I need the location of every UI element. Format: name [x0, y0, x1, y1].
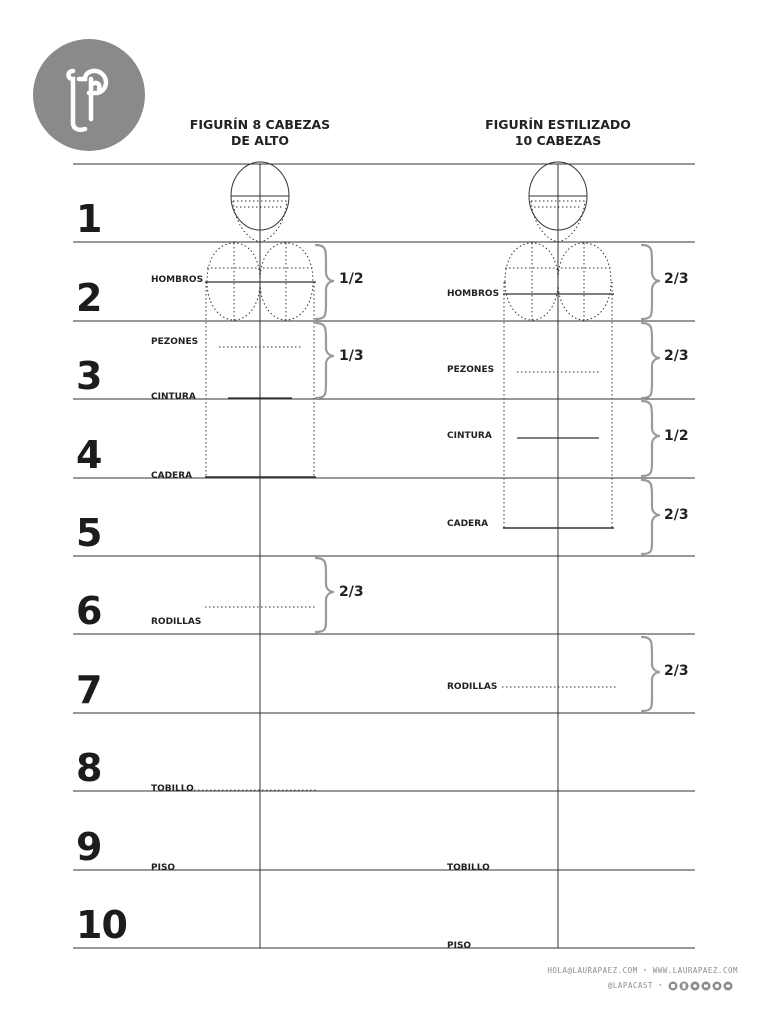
footer-contact-line — [547, 966, 738, 975]
left-label-piso: PISO — [151, 863, 176, 873]
row-number-5: 5 — [76, 511, 102, 555]
left-label-hombros: HOMBROS — [151, 275, 204, 285]
row-number-8: 8 — [76, 746, 102, 790]
right-label-piso: PISO — [447, 941, 472, 951]
row-number-3: 3 — [76, 354, 102, 398]
footer-separator-2: • — [657, 981, 663, 990]
row-number-1: 1 — [76, 197, 102, 241]
right-bracket-1 — [642, 245, 660, 319]
left-bracket-3 — [316, 558, 334, 632]
right-label-pezones: PEZONES — [447, 365, 495, 375]
right-fraction-2: 2/3 — [664, 348, 689, 364]
left-label-tobillo: TOBILLO — [151, 784, 194, 794]
row-number-2: 2 — [76, 276, 102, 320]
right-label-rodillas: RODILLAS — [447, 682, 498, 692]
footer-email[interactable]: HOLA@LAURAPAEZ.COM — [547, 966, 638, 975]
right-label-tobillo: TOBILLO — [447, 863, 490, 873]
left-bracket-1 — [316, 245, 334, 319]
right-bracket-5 — [642, 637, 660, 711]
row-number-10: 10 — [76, 903, 127, 947]
left-bracket-2 — [316, 323, 334, 398]
left-label-rodillas: RODILLAS — [151, 617, 202, 627]
social-icons — [668, 981, 738, 991]
right-fraction-1: 2/3 — [664, 271, 689, 287]
footer-separator: • — [642, 966, 648, 975]
row-number-4: 4 — [76, 433, 102, 477]
left-label-pezones: PEZONES — [151, 337, 199, 347]
left-fraction-shoulders: 1/2 — [339, 271, 364, 287]
footer-handle[interactable]: @LAPACAST — [607, 981, 653, 990]
row-number-7: 7 — [76, 668, 102, 712]
right-fraction-5: 2/3 — [664, 663, 689, 679]
right-fraction-3: 1/2 — [664, 428, 689, 444]
left-label-cintura: CINTURA — [151, 392, 196, 402]
right-bracket-3 — [642, 401, 660, 476]
right-label-cintura: CINTURA — [447, 431, 492, 441]
right-label-hombros: HOMBROS — [447, 289, 500, 299]
right-label-cadera: CADERA — [447, 519, 489, 529]
right-bracket-2 — [642, 323, 660, 398]
footer-social-line — [608, 981, 738, 991]
right-title-line1: FIGURÍN ESTILIZADO — [485, 117, 631, 132]
right-figure — [490, 162, 620, 870]
right-fraction-4: 2/3 — [664, 507, 689, 523]
footer-website[interactable]: WWW.LAURAPAEZ.COM — [652, 966, 738, 975]
left-figure — [190, 162, 318, 790]
left-fraction-knees: 2/3 — [339, 584, 364, 600]
left-fraction-waist: 1/3 — [339, 348, 364, 364]
right-title-line2: 10 CABEZAS — [514, 133, 602, 148]
left-label-cadera: CADERA — [151, 471, 193, 481]
right-bracket-4 — [642, 480, 660, 554]
row-number-6: 6 — [76, 589, 102, 633]
left-title-line2: DE ALTO — [231, 133, 289, 148]
left-title-line1: FIGURÍN 8 CABEZAS — [189, 117, 331, 132]
row-number-9: 9 — [76, 825, 102, 869]
